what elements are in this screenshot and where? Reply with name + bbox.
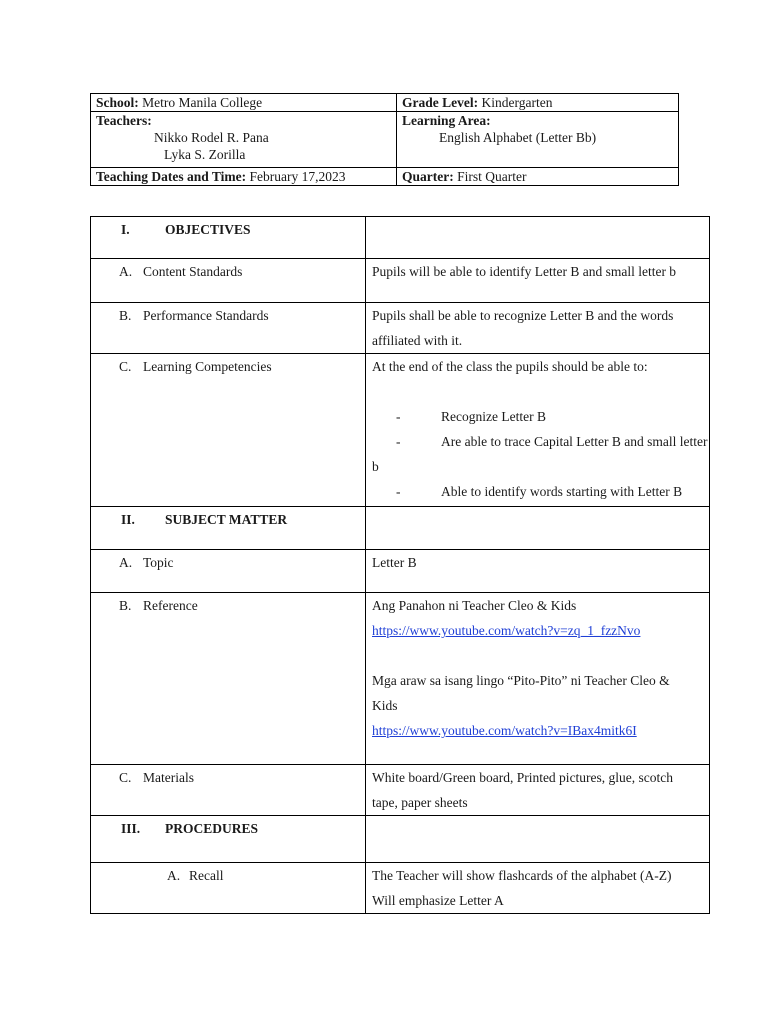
teaching-dates-value: February 17,2023 xyxy=(249,169,346,184)
table-row xyxy=(91,863,710,914)
grade-level-cell xyxy=(397,94,679,112)
bullet-dash: - xyxy=(396,434,401,449)
section-title-subject-matter: SUBJECT MATTER xyxy=(165,512,288,527)
materials-text-2: tape, paper sheets xyxy=(372,795,468,810)
competency-3: Able to identify words starting with Letter B xyxy=(441,484,683,499)
table-row xyxy=(91,550,710,593)
item-letter: B. xyxy=(119,598,132,613)
list-item xyxy=(372,429,709,479)
performance-standards-text-1: Pupils shall be able to recognize Letter B and the words xyxy=(372,308,674,323)
materials-label: Materials xyxy=(143,770,194,785)
list-item xyxy=(372,479,709,504)
reference-1-title: Ang Panahon ni Teacher Cleo & Kids xyxy=(372,598,577,613)
learning-competencies-label: Learning Competencies xyxy=(143,359,272,374)
teachers-cell xyxy=(91,112,397,168)
school-cell xyxy=(91,94,397,112)
item-letter: A. xyxy=(119,264,133,279)
learning-area-cell xyxy=(397,112,679,168)
reference-2-link[interactable]: https://www.youtube.com/watch?v=IBax4mitk6I xyxy=(372,723,637,738)
table-row xyxy=(91,259,710,303)
header-info-table xyxy=(90,93,679,186)
recall-text-1: The Teacher will show flashcards of the alphabet (A-Z) xyxy=(372,868,672,883)
performance-standards-text-2: affiliated with it. xyxy=(372,333,463,348)
bullet-dash: - xyxy=(396,484,401,499)
topic-text: Letter B xyxy=(366,550,710,593)
teaching-dates-cell xyxy=(91,168,397,186)
reference-2-title-2: Kids xyxy=(372,698,398,713)
teachers-label: Teachers: xyxy=(96,113,152,128)
table-row xyxy=(91,816,710,863)
reference-label: Reference xyxy=(143,598,198,613)
section-number: II. xyxy=(121,512,135,527)
reference-2-title-1: Mga araw sa isang lingo “Pito-Pito” ni Teacher Cleo & xyxy=(372,673,670,688)
table-row xyxy=(91,765,710,816)
list-item xyxy=(372,404,709,429)
item-letter: B. xyxy=(119,308,132,323)
school-label: School: xyxy=(96,95,139,110)
teacher-name-2: Lyka S. Zorilla xyxy=(164,147,246,162)
quarter-label: Quarter: xyxy=(402,169,454,184)
content-standards-text: Pupils will be able to identify Letter B and small letter b xyxy=(366,259,710,303)
table-row xyxy=(91,303,710,354)
section-number: I. xyxy=(121,222,130,237)
section-title-procedures: PROCEDURES xyxy=(165,821,259,836)
table-row xyxy=(91,507,710,550)
recall-label: Recall xyxy=(189,868,224,883)
topic-label: Topic xyxy=(143,555,174,570)
item-letter: A. xyxy=(119,555,133,570)
grade-level-label: Grade Level: xyxy=(402,95,479,110)
competency-2: Are able to trace Capital Letter B and small letter b xyxy=(372,434,708,474)
item-letter: A. xyxy=(167,868,181,883)
item-letter: C. xyxy=(119,770,132,785)
table-row xyxy=(91,217,710,259)
competency-1: Recognize Letter B xyxy=(441,409,546,424)
learning-area-label: Learning Area: xyxy=(402,113,491,128)
bullet-dash: - xyxy=(396,409,401,424)
quarter-cell xyxy=(397,168,679,186)
teaching-dates-label: Teaching Dates and Time: xyxy=(96,169,247,184)
grade-level-value: Kindergarten xyxy=(481,95,553,110)
quarter-value: First Quarter xyxy=(457,169,527,184)
performance-standards-label: Performance Standards xyxy=(143,308,269,323)
school-value: Metro Manila College xyxy=(142,95,263,110)
item-letter: C. xyxy=(119,359,132,374)
table-row xyxy=(91,593,710,765)
learning-area-value: English Alphabet (Letter Bb) xyxy=(439,130,597,145)
teacher-name-1: Nikko Rodel R. Pana xyxy=(154,130,269,145)
section-title-objectives: OBJECTIVES xyxy=(165,222,251,237)
reference-1-link[interactable]: https://www.youtube.com/watch?v=zq_1_fzzNvo xyxy=(372,623,641,638)
materials-text-1: White board/Green board, Printed pictures, glue, scotch xyxy=(372,770,674,785)
competencies-intro: At the end of the class the pupils should be able to: xyxy=(372,359,648,374)
lesson-plan-table xyxy=(90,216,710,914)
recall-text-2: Will emphasize Letter A xyxy=(372,893,504,908)
section-number: III. xyxy=(121,821,141,836)
content-standards-label: Content Standards xyxy=(143,264,243,279)
table-row xyxy=(91,354,710,507)
